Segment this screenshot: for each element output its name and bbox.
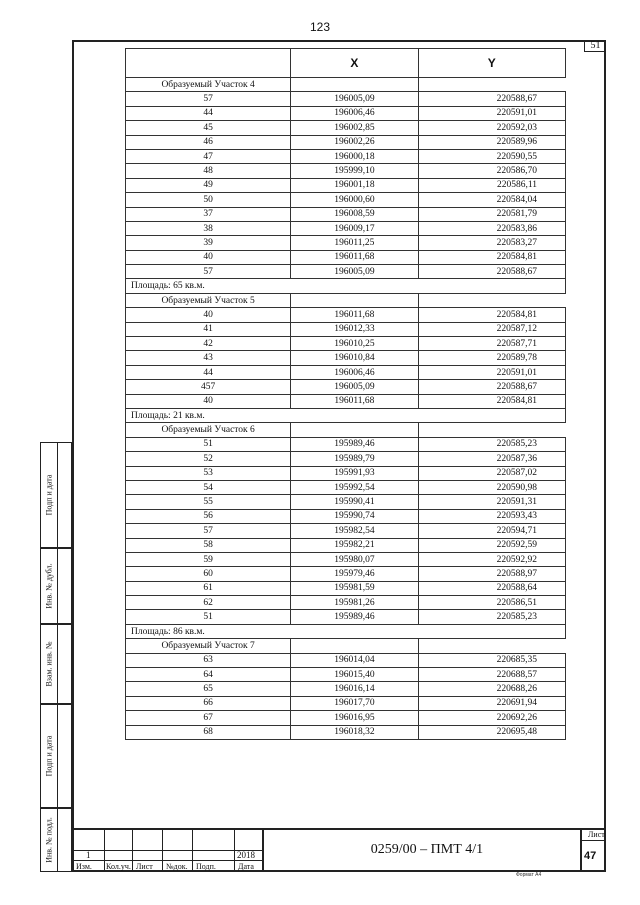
x-value: 196011,68 (291, 250, 418, 264)
point-number: 51 (126, 610, 291, 624)
section-row-plot4 (126, 78, 566, 92)
y-value: 220691,94 (418, 696, 565, 710)
table-header-row (126, 49, 566, 78)
point-number: 68 (126, 725, 291, 739)
margin-label-vzam-inv: Взам. инв. № (44, 641, 54, 687)
left-margin-strip (40, 442, 72, 872)
section-title: Образуемый Участок 7 (126, 639, 291, 653)
margin-label-podp-data-2: Подп и дата (44, 735, 54, 777)
point-number: 40 (126, 308, 291, 322)
table-row (126, 265, 566, 279)
table-row (126, 466, 566, 480)
y-value: 220688,26 (418, 682, 565, 696)
y-value: 220593,43 (418, 509, 565, 523)
y-value: 220592,59 (418, 538, 565, 552)
table-row (126, 653, 566, 667)
coordinates-table (125, 48, 566, 740)
point-number: 50 (126, 193, 291, 207)
y-value: 220591,01 (418, 365, 565, 379)
table-row (126, 668, 566, 682)
y-value: 220585,23 (418, 437, 565, 451)
table-row (126, 178, 566, 192)
header-point (126, 49, 291, 78)
y-value: 220587,36 (418, 452, 565, 466)
section-blank (418, 293, 565, 307)
section-title: Образуемый Участок 4 (126, 78, 291, 92)
x-value: 196015,40 (291, 668, 418, 682)
format-note: Формат А4 (516, 872, 542, 878)
y-value: 220695,48 (418, 725, 565, 739)
table-row (126, 106, 566, 120)
table-row (126, 207, 566, 221)
table-row (126, 725, 566, 739)
x-value: 196002,85 (291, 121, 418, 135)
x-value: 196005,09 (291, 92, 418, 106)
document-code: 0259/00 – ПМТ 4/1 (370, 842, 484, 857)
y-value: 220583,86 (418, 221, 565, 235)
point-number: 48 (126, 164, 291, 178)
x-value: 195979,46 (291, 567, 418, 581)
point-number: 52 (126, 452, 291, 466)
label-kol-uch: Кол.уч. (106, 862, 131, 871)
year: 2018 (237, 850, 255, 860)
area-row-plot5 (126, 408, 566, 422)
label-data: Дата (238, 862, 254, 871)
x-value: 196014,04 (291, 653, 418, 667)
table-row (126, 480, 566, 494)
section-blank (291, 78, 418, 92)
x-value: 195991,93 (291, 466, 418, 480)
point-number: 45 (126, 121, 291, 135)
x-value: 196008,59 (291, 207, 418, 221)
point-number: 59 (126, 552, 291, 566)
point-number: 62 (126, 596, 291, 610)
x-value: 196016,14 (291, 682, 418, 696)
table-row (126, 581, 566, 595)
point-number: 43 (126, 351, 291, 365)
table-row (126, 509, 566, 523)
point-number: 57 (126, 524, 291, 538)
point-number: 63 (126, 653, 291, 667)
section-row-plot7 (126, 639, 566, 653)
x-value: 196006,46 (291, 106, 418, 120)
x-value: 195980,07 (291, 552, 418, 566)
section-title: Образуемый Участок 6 (126, 423, 291, 437)
point-number: 457 (126, 380, 291, 394)
point-number: 40 (126, 250, 291, 264)
table-row (126, 552, 566, 566)
table-row (126, 193, 566, 207)
y-value: 220581,79 (418, 207, 565, 221)
sheet-small-number: 51 (584, 40, 606, 52)
title-block (72, 828, 606, 872)
margin-cell-vzam-inv (40, 624, 72, 704)
point-number: 67 (126, 711, 291, 725)
table-row (126, 380, 566, 394)
y-value: 220586,51 (418, 596, 565, 610)
point-number: 55 (126, 495, 291, 509)
y-value: 220588,97 (418, 567, 565, 581)
x-value: 195982,21 (291, 538, 418, 552)
point-number: 41 (126, 322, 291, 336)
x-value: 196011,68 (291, 394, 418, 408)
table-row (126, 711, 566, 725)
y-value: 220587,02 (418, 466, 565, 480)
area-text: Площадь: 86 кв.м. (126, 624, 566, 638)
margin-cell-podp-data-2 (40, 704, 72, 808)
table-row (126, 121, 566, 135)
y-value: 220584,81 (418, 308, 565, 322)
margin-label-inv-podl: Инв. № подл. (44, 817, 54, 863)
table-row (126, 596, 566, 610)
section-blank (291, 293, 418, 307)
point-number: 54 (126, 480, 291, 494)
point-number: 39 (126, 236, 291, 250)
point-number: 60 (126, 567, 291, 581)
area-row-plot4 (126, 279, 566, 293)
point-number: 38 (126, 221, 291, 235)
point-number: 37 (126, 207, 291, 221)
header-y: Y (418, 49, 565, 78)
section-row-plot5 (126, 293, 566, 307)
label-list: Лист (136, 862, 153, 871)
table-row (126, 135, 566, 149)
table-row (126, 250, 566, 264)
y-value: 220587,71 (418, 337, 565, 351)
table-row (126, 437, 566, 451)
table-row (126, 567, 566, 581)
y-value: 220591,31 (418, 495, 565, 509)
y-value: 220589,78 (418, 351, 565, 365)
label-podp: Подп. (196, 862, 216, 871)
point-number: 51 (126, 437, 291, 451)
x-value: 196009,17 (291, 221, 418, 235)
y-value: 220587,12 (418, 322, 565, 336)
y-value: 220588,67 (418, 380, 565, 394)
x-value: 195981,59 (291, 581, 418, 595)
table-row (126, 351, 566, 365)
section-blank (418, 639, 565, 653)
point-number: 61 (126, 581, 291, 595)
point-number: 57 (126, 265, 291, 279)
y-value: 220588,67 (418, 92, 565, 106)
page-number: 123 (309, 20, 331, 34)
table-row (126, 365, 566, 379)
point-number: 49 (126, 178, 291, 192)
y-value: 220590,98 (418, 480, 565, 494)
x-value: 195989,46 (291, 610, 418, 624)
point-number: 53 (126, 466, 291, 480)
table-row (126, 92, 566, 106)
y-value: 220685,35 (418, 653, 565, 667)
point-number: 47 (126, 149, 291, 163)
table-row (126, 394, 566, 408)
point-number: 42 (126, 337, 291, 351)
x-value: 196006,46 (291, 365, 418, 379)
table-row (126, 149, 566, 163)
y-value: 220589,96 (418, 135, 565, 149)
x-value: 196010,84 (291, 351, 418, 365)
section-blank (418, 423, 565, 437)
x-value: 195992,54 (291, 480, 418, 494)
x-value: 195999,10 (291, 164, 418, 178)
sheet-number: 47 (584, 850, 597, 862)
x-value: 195989,46 (291, 437, 418, 451)
change-number: 1 (86, 850, 91, 860)
point-number: 46 (126, 135, 291, 149)
point-number: 57 (126, 92, 291, 106)
margin-label-inv-dubl: Инв. № дубл. (44, 563, 54, 609)
table-row (126, 236, 566, 250)
point-number: 56 (126, 509, 291, 523)
area-row-plot6 (126, 624, 566, 638)
x-value: 196018,32 (291, 725, 418, 739)
table-row (126, 221, 566, 235)
point-number: 44 (126, 365, 291, 379)
x-value: 195990,74 (291, 509, 418, 523)
table-row (126, 610, 566, 624)
section-row-plot6 (126, 423, 566, 437)
x-value: 196011,25 (291, 236, 418, 250)
x-value: 196001,18 (291, 178, 418, 192)
margin-cell-podp-data (40, 442, 72, 548)
header-x: X (291, 49, 418, 78)
y-value: 220586,70 (418, 164, 565, 178)
x-value: 195982,54 (291, 524, 418, 538)
x-value: 196005,09 (291, 380, 418, 394)
x-value: 196005,09 (291, 265, 418, 279)
margin-cell-inv-podl (40, 808, 72, 872)
y-value: 220592,03 (418, 121, 565, 135)
table-row (126, 524, 566, 538)
table-row (126, 337, 566, 351)
y-value: 220591,01 (418, 106, 565, 120)
table-row (126, 538, 566, 552)
sheet-label: Лист (588, 830, 605, 839)
y-value: 220584,04 (418, 193, 565, 207)
x-value: 196011,68 (291, 308, 418, 322)
area-text: Площадь: 21 кв.м. (126, 408, 566, 422)
x-value: 195990,41 (291, 495, 418, 509)
section-blank (418, 78, 565, 92)
section-blank (291, 639, 418, 653)
y-value: 220588,64 (418, 581, 565, 595)
point-number: 65 (126, 682, 291, 696)
point-number: 40 (126, 394, 291, 408)
y-value: 220584,81 (418, 250, 565, 264)
y-value: 220590,55 (418, 149, 565, 163)
x-value: 196010,25 (291, 337, 418, 351)
section-blank (291, 423, 418, 437)
x-value: 195989,79 (291, 452, 418, 466)
table-row (126, 164, 566, 178)
point-number: 66 (126, 696, 291, 710)
y-value: 220592,92 (418, 552, 565, 566)
label-izm: Изм. (76, 862, 92, 871)
y-value: 220588,67 (418, 265, 565, 279)
table-row (126, 682, 566, 696)
x-value: 196012,33 (291, 322, 418, 336)
y-value: 220585,23 (418, 610, 565, 624)
x-value: 195981,26 (291, 596, 418, 610)
table-row (126, 452, 566, 466)
area-text: Площадь: 65 кв.м. (126, 279, 566, 293)
margin-cell-inv-dubl (40, 548, 72, 624)
margin-label-podp-data: Подп и дата (44, 474, 54, 516)
table-row (126, 322, 566, 336)
point-number: 64 (126, 668, 291, 682)
table-row (126, 308, 566, 322)
point-number: 58 (126, 538, 291, 552)
table-row (126, 495, 566, 509)
x-value: 196000,60 (291, 193, 418, 207)
point-number: 44 (126, 106, 291, 120)
y-value: 220688,57 (418, 668, 565, 682)
y-value: 220692,26 (418, 711, 565, 725)
y-value: 220583,27 (418, 236, 565, 250)
y-value: 220594,71 (418, 524, 565, 538)
x-value: 196000,18 (291, 149, 418, 163)
y-value: 220586,11 (418, 178, 565, 192)
label-ndok: №док. (166, 862, 188, 871)
x-value: 196017,70 (291, 696, 418, 710)
table-row (126, 696, 566, 710)
x-value: 196016,95 (291, 711, 418, 725)
section-title: Образуемый Участок 5 (126, 293, 291, 307)
x-value: 196002,26 (291, 135, 418, 149)
y-value: 220584,81 (418, 394, 565, 408)
